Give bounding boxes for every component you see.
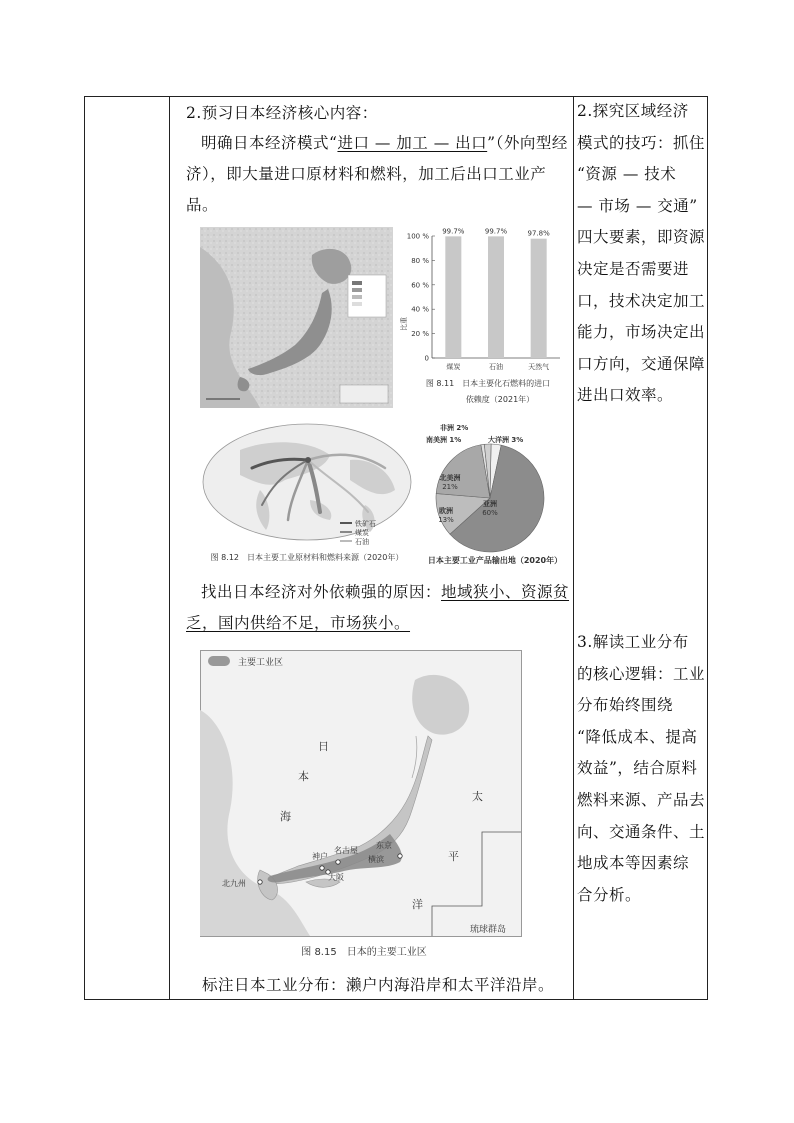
final-paragraph: 标注日本工业分布：濑户内海沿岸和太平洋沿岸。 [202,976,555,994]
note3-line: 向、交通条件、土 [577,822,706,841]
mode-highlight: 进口 — 加工 — 出口 [337,134,488,152]
sea-label-2: 本 [298,770,309,783]
ocean-label-2: 平 [448,850,459,863]
note3-line: 分布始终围绕 [577,696,674,715]
side-note-3 [577,627,705,911]
pie-pct-europe: 13% [438,516,454,524]
note2-line: 进出口效率。 [577,386,674,405]
reason-paragraph [186,577,570,639]
bar-tick-label: 80 % [411,256,429,265]
reason-prefix: 找出日本经济对外依赖强的原因： [201,583,442,601]
bar-tick-label: 20 % [411,330,429,339]
bar-1 [488,236,504,358]
map-legend [340,519,376,546]
column-divider [573,97,574,999]
sea-label-1: 日 [318,740,329,753]
note3-line: 合分析。 [577,885,642,904]
reason-highlight: 地域狭小、资源贫乏，国内供给不足，市场狭小。 [186,583,570,632]
column-divider [169,97,170,999]
bar-tick-label: 40 % [411,305,429,314]
pie-label-na: 北美洲 [439,474,461,482]
mode-suffix: （外向型经济），即大量进口原材料和燃料，加工后出口工业产品。 [186,134,568,214]
industry-legend: 主要工业区 [238,658,284,668]
mode-paragraph: 明确日本经济模式“进口 — 加工 — 出口”（外向型经济），即大量进口原材料和燃料，加工后出口工业产品。 [186,134,568,214]
bar-category-label: 煤炭 [446,363,461,371]
world-map-caption: 图 8.12 日本主要工业原材料和燃料来源（2020年） [210,553,404,562]
note2-line: 口方向，交通保障 [577,354,706,373]
note2-line: 2.探究区域经济 [577,102,689,120]
bar-tick-label: 0 [424,354,429,363]
bar-2 [531,239,547,358]
ocean-label-1: 太 [472,790,483,803]
raw-material-source-map [200,420,414,566]
city-nagoya: 名古屋 [334,846,358,855]
pie-label-europe: 欧洲 [439,507,453,515]
section-heading: 2.预习日本经济核心内容： [186,104,378,122]
city-tokyo: 东京 [376,841,392,850]
bar-value-label: 97.8% [527,229,550,238]
pie-pct-na: 21% [442,483,458,491]
inset-label: 琉球群岛 [470,925,507,935]
bar-tick-label: 60 % [411,281,429,290]
bar-0 [445,236,461,358]
pie-caption: 日本主要工业产品输出地（2020年） [427,556,563,565]
japan-industry-map [200,650,522,962]
bar-value-label: 99.7% [484,227,508,236]
pie-pct-asia: 60% [482,509,498,517]
bar-caption-2: 依赖度（2021年） [465,395,535,404]
city-osaka: 大阪 [328,873,344,882]
pie-label-asia: 亚洲 [483,500,497,508]
bar-category-label: 天然气 [528,363,550,371]
bar-caption-1: 图 8.11 日本主要化石燃料的进口 [425,379,551,388]
bar-ylabel: 比重 [400,317,408,331]
note3-line: 燃料来源、产品去 [577,790,706,809]
fuel-import-bar-chart [400,224,568,408]
pie-label-sa: 南美洲 1% [426,436,462,444]
industry-map-caption: 图 8.15 日本的主要工业区 [301,947,427,958]
note3-line: 效益”，结合原料 [577,759,698,778]
city-yokohama: 横滨 [368,855,384,864]
note3-line: 3.解读工业分布 [577,633,689,651]
pie-label-af: 非洲 2% [440,424,469,432]
legend-coal: 煤炭 [355,529,369,537]
pie-label-oc: 大洋洲 3% [488,436,524,444]
legend-oil: 石油 [355,538,369,546]
bar-value-label: 99.7% [442,227,465,236]
note3-line: 的核心逻辑：工业 [577,664,706,683]
bar-category-label: 石油 [489,363,503,371]
note2-line: “资源 — 技术 [577,165,677,184]
note3-line: “降低成本、提高 [577,727,698,746]
sea-label-3: 海 [280,810,291,823]
side-note-2 [577,96,705,412]
legend-iron: 铁矿石 [355,520,376,528]
export-destination-pie [420,420,570,570]
ocean-label-3: 洋 [412,898,423,911]
japan-terrain-map [200,227,393,408]
note3-line: 地成本等因素综 [577,854,690,873]
bar-tick-label: 100 % [406,232,429,241]
note2-line: 能力，市场决定出 [577,323,706,342]
note2-line: 四大要素，即资源 [577,228,706,247]
note2-line: 口，技术决定加工 [577,291,706,310]
city-kobe: 神户 [312,852,328,861]
note2-line: 模式的技巧：抓住 [577,133,706,152]
note2-line: 决定是否需要进 [577,259,690,278]
note2-line: — 市场 — 交通” [577,196,698,215]
mode-prefix: 明确日本经济模式 [201,134,330,152]
city-kitakyushu: 北九州 [222,879,246,888]
